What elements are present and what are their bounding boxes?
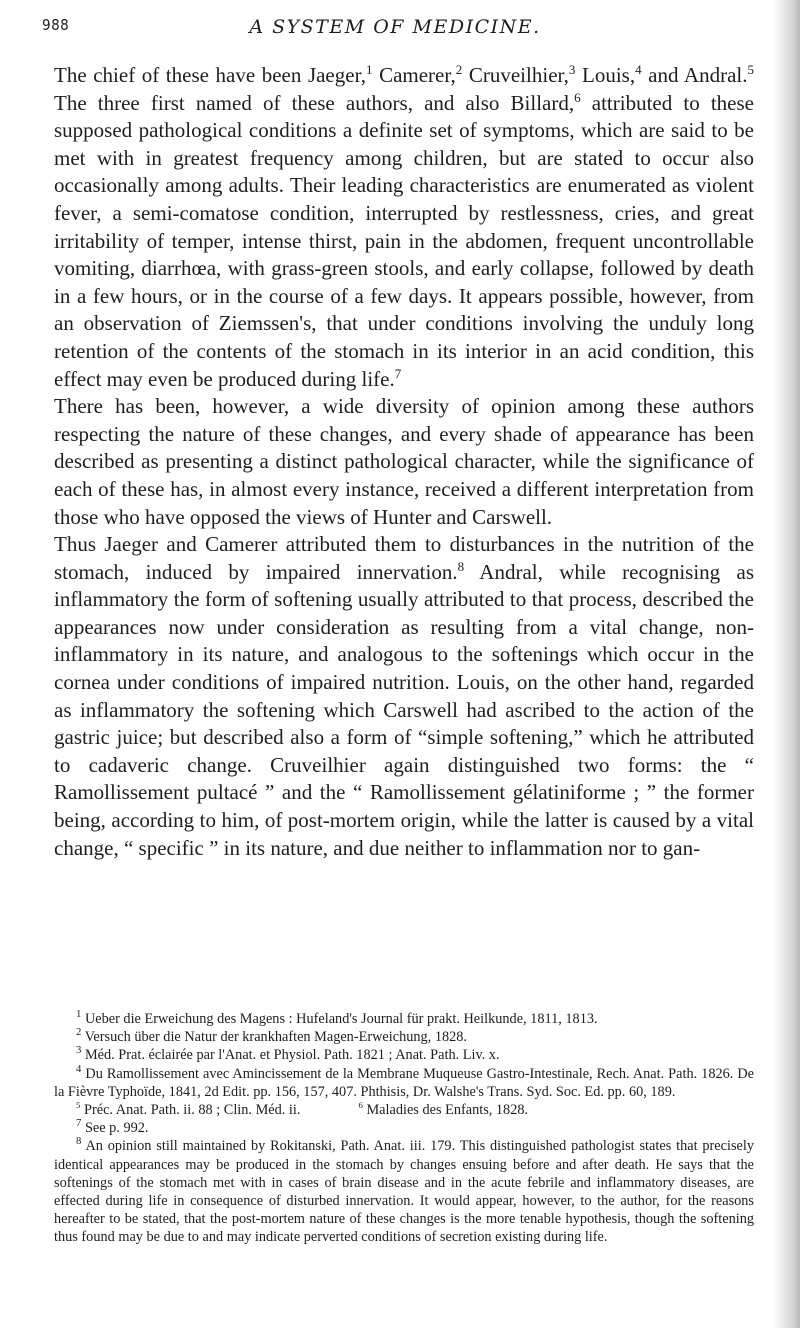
footnote-6: $^6$ Maladies des Enfants, 1828.: [358, 1100, 529, 1119]
footnote-ref-2: 2: [455, 62, 463, 77]
footnote-ref-1: 1: [365, 62, 373, 77]
footnotes: [54, 1010, 754, 1247]
footnote-5: $^5$ Préc. Anat. Path. ii. 88 ; Clin. Méd. ii.: [76, 1100, 301, 1119]
footnote-ref-6: 6: [574, 89, 581, 105]
footnote-ref-5: 5: [747, 62, 754, 77]
footnote-4: $^4$ Du Ramollissement avec Amincissement de la Membrane Muqueuse Gastro-Intestinale, Rech. Anat. Path. 1826. De la Fièvre Typhoïde, 1841, 2d Edit. pp. 156, 157, 407. Phthisis, Dr. Walshe's Trans. Syd. Soc. Ed. pp. 60, 189.: [54, 1062, 755, 1100]
main-text: [54, 62, 754, 862]
footnote-2: $^2$ Versuch über die Natur der krankhaften Magen-Erweichung, 1828.: [76, 1026, 467, 1046]
footnote-8: $^8$ An opinion still maintained by Rokitanski, Path. Anat. iii. 179. This distinguished pathologist states that precisely identical appearances may be produced in the stomach by changes ensuing before and after death. He says that the softenings of the stomach met with in cases of brain disease and in the acute febrile and inflammatory diseases, are effected during life in consequence of disturbed innervation. It would appear, however, to the author, for the reasons hereafter to be stated, that the post-mortem nature of these changes is the more tenable hypothesis, though the softening thus found may be due to and may indicate perverted conditions of secretion existing during life.: [54, 1135, 755, 1246]
paragraph-3: Thus Jaeger and Camerer attributed them to disturbances in the nutrition of the stomach, induced by impaired innervation.$^8$ Andral, while recognising as inflammatory the form of softening usually attributed to that process, described the appearances now under consideration as resulting from a vital change, non-inflammatory in its nature, and analogous to the softenings which occur in the cornea under conditions of impaired nutrition. Louis, on the other hand, regarded as inflammatory the softening which Carswell had ascribed to the action of the gastric juice; but described also a form of “simple softening,” which he attributed to cadaveric change. Cruveilhier again distinguished two forms: the “ Ramollissement pultacé ” and the “ Ramollissement gélatiniforme ; ” the former being, according to him, of post-mortem origin, while the latter is caused by a vital change, “ specific ” in its nature, and due neither to inflammation nor to gan-: [54, 532, 754, 860]
footnote-ref-4: 4: [635, 62, 642, 77]
running-title: A SYSTEM OF MEDICINE.: [249, 16, 541, 38]
footnote-ref-3: 3: [568, 62, 576, 77]
footnote-3: $^3$ Méd. Prat. éclairée par l'Anat. et Physiol. Path. 1821 ; Anat. Path. Liv. x.: [76, 1044, 500, 1064]
footnote-ref-8: 8: [457, 558, 465, 574]
page-number: 988: [42, 16, 70, 34]
page-edge-shadow: [772, 0, 800, 1328]
paragraph-1: The chief of these have been Jaeger,$^1$ Camerer,$^2$ Cruveilhier,$^3$ Louis,$^4$ and Andral.$^5$ The three first named of these authors, and also Billard,$^6$ attributed to these supposed pathological conditions a definite set of symptoms, which are said to be met with in greatest frequency among children, but are stated to occur also occasionally among adults. Their leading characteristics are enumerated as violent fever, a semi-comatose condition, interrupted by restlessness, cries, and great irritability of temper, intense thirst, pain in the abdomen, frequent uncontrollable vomiting, diarrhœa, with grass-green stools, and early collapse, followed by death in a few hours, or in the course of a few days. It appears possible, however, from an observation of Ziemssen's, that under conditions involving the unduly long retention of the contents of the stomach in its interior in an acid condition, this effect may even be produced during life.$^7$: [54, 62, 754, 391]
footnote-row-5-6: [54, 1101, 754, 1119]
footnote-1: $^1$ Ueber die Erweichung des Magens : Hufeland's Journal für prakt. Heilkunde, 1811, 1813.: [76, 1008, 598, 1027]
paragraph-2: There has been, however, a wide diversity of opinion among these authors respecting the nature of these changes, and every shade of appearance has been described as presenting a distinct pathological character, while the significance of each of these has, in almost every instance, received a different interpretation from those who have opposed the views of Hunter and Carswell.: [54, 394, 754, 529]
page-header: [42, 16, 748, 46]
footnote-7: $^7$ See p. 992.: [76, 1117, 149, 1137]
footnote-ref-7: 7: [394, 365, 402, 381]
